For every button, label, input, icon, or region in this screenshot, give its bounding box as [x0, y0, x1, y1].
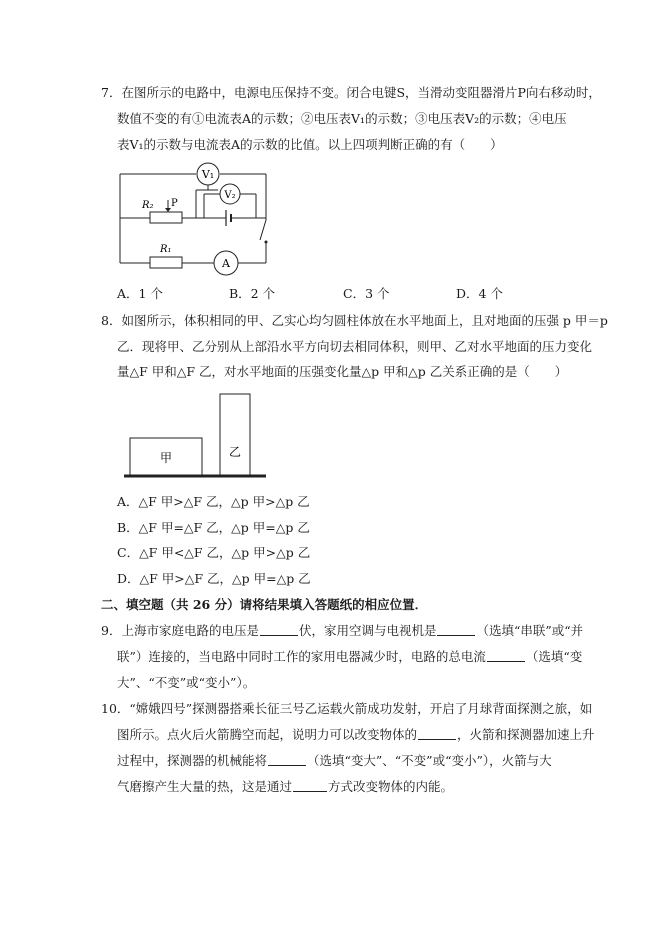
q9-blank-3[interactable]: [487, 649, 525, 662]
q7-option-c: C．3 个: [343, 286, 390, 301]
q7-ammeter-label: A: [222, 257, 230, 270]
q9-text-3: 大”、“不变”或“变小”）。: [117, 675, 256, 690]
q7-option-a: A．1 个: [117, 286, 163, 301]
q10-text-3a: 过程中，探测器的机械能将: [117, 753, 268, 768]
q8-yi-label: 乙: [228, 445, 242, 459]
q9-blank-1[interactable]: [260, 623, 298, 636]
q7-option-b: B．2 个: [229, 286, 276, 301]
q9-text-2b: （选填“变: [525, 649, 583, 664]
q7-text-line-1: 在图所示的电路中，电源电压保持不变。闭合电键S，当滑动变阻器滑片P向右移动时，: [121, 85, 601, 100]
q7-p-label: P: [171, 198, 178, 209]
q7-v2-label: V₂: [224, 190, 236, 201]
q9-text-1a: 上海市家庭电路的电压是: [121, 623, 259, 638]
q10-blank-1[interactable]: [418, 727, 456, 740]
q10-number: 10．: [101, 701, 130, 716]
q7-option-d: D．4 个: [456, 286, 503, 301]
q8-option-a: A．△F 甲>△F 乙，△p 甲>△p 乙: [117, 494, 310, 509]
q7-circuit-diagram: [114, 160, 274, 280]
q10-blank-2[interactable]: [268, 753, 306, 766]
q10-text-2a: 图所示。点火后火箭腾空而起，说明力可以改变物体的: [117, 727, 418, 742]
q10-text-4b: 方式改变物体的内能。: [328, 779, 454, 794]
q8-option-c: C．△F 甲<△F 乙，△p 甲>△p 乙: [117, 545, 311, 560]
section-2-title: 二、填空题（共 26 分）请将结果填入答题纸的相应位置．: [101, 597, 428, 612]
q7-r1-label: R₁: [160, 244, 172, 255]
q8-text-line-3: 量△F 甲和△F 乙，对水平地面的压强变化量△p 甲和△p 乙关系正确的是（ ）: [117, 364, 568, 379]
q8-jia-label: 甲: [159, 451, 173, 465]
q9-text-1c: （选填“串联”或“并: [476, 623, 584, 638]
q7-number: 7．: [101, 85, 122, 100]
q8-option-b: B．△F 甲=△F 乙，△p 甲=△p 乙: [117, 520, 310, 535]
q8-cylinders-figure: [120, 390, 270, 482]
q7-v1-label: V₁: [201, 168, 215, 181]
q10-text-4a: 气磨擦产生大量的热，这是通过: [117, 779, 293, 794]
q9-blank-2[interactable]: [437, 623, 475, 636]
q7-r2-label: R₂: [142, 200, 154, 211]
q9-number: 9．: [101, 623, 122, 638]
q10-blank-3[interactable]: [293, 779, 327, 792]
q8-text-line-1: 如图所示，体积相同的甲、乙实心均匀圆柱体放在水平地面上，且对地面的压强 p 甲＝p: [121, 313, 608, 328]
q7-text-line-3: 表V₁的示数与电流表A的示数的比值。以上四项判断正确的有（ ）: [117, 137, 503, 152]
q9-text-1b: 伏，家用空调与电视机是: [298, 623, 437, 638]
q8-number: 8．: [101, 313, 122, 328]
q10-text-2b: ，火箭和探测器加速上升: [457, 727, 595, 742]
q10-text-3b: （选填“变大”、“不变”或“变小”），火箭与大: [307, 753, 552, 768]
q7-text-line-2: 数值不变的有①电流表A的示数；②电压表V₁的示数；③电压表V₂的示数；④电压: [117, 111, 567, 126]
q10-text-1: “嫦娥四号”探测器搭乘长征三号乙运载火箭成功发射，开启了月球背面探测之旅，如: [129, 701, 593, 716]
q9-text-2a: 联”）连接的，当电路中同时工作的家用电器减少时，电路的总电流: [117, 649, 486, 664]
q8-text-line-2: 乙．现将甲、乙分别从上部沿水平方向切去相同体积，则甲、乙对水平地面的压力变化: [117, 339, 593, 354]
q8-option-d: D．△F 甲>△F 乙，△p 甲=△p 乙: [117, 571, 311, 586]
